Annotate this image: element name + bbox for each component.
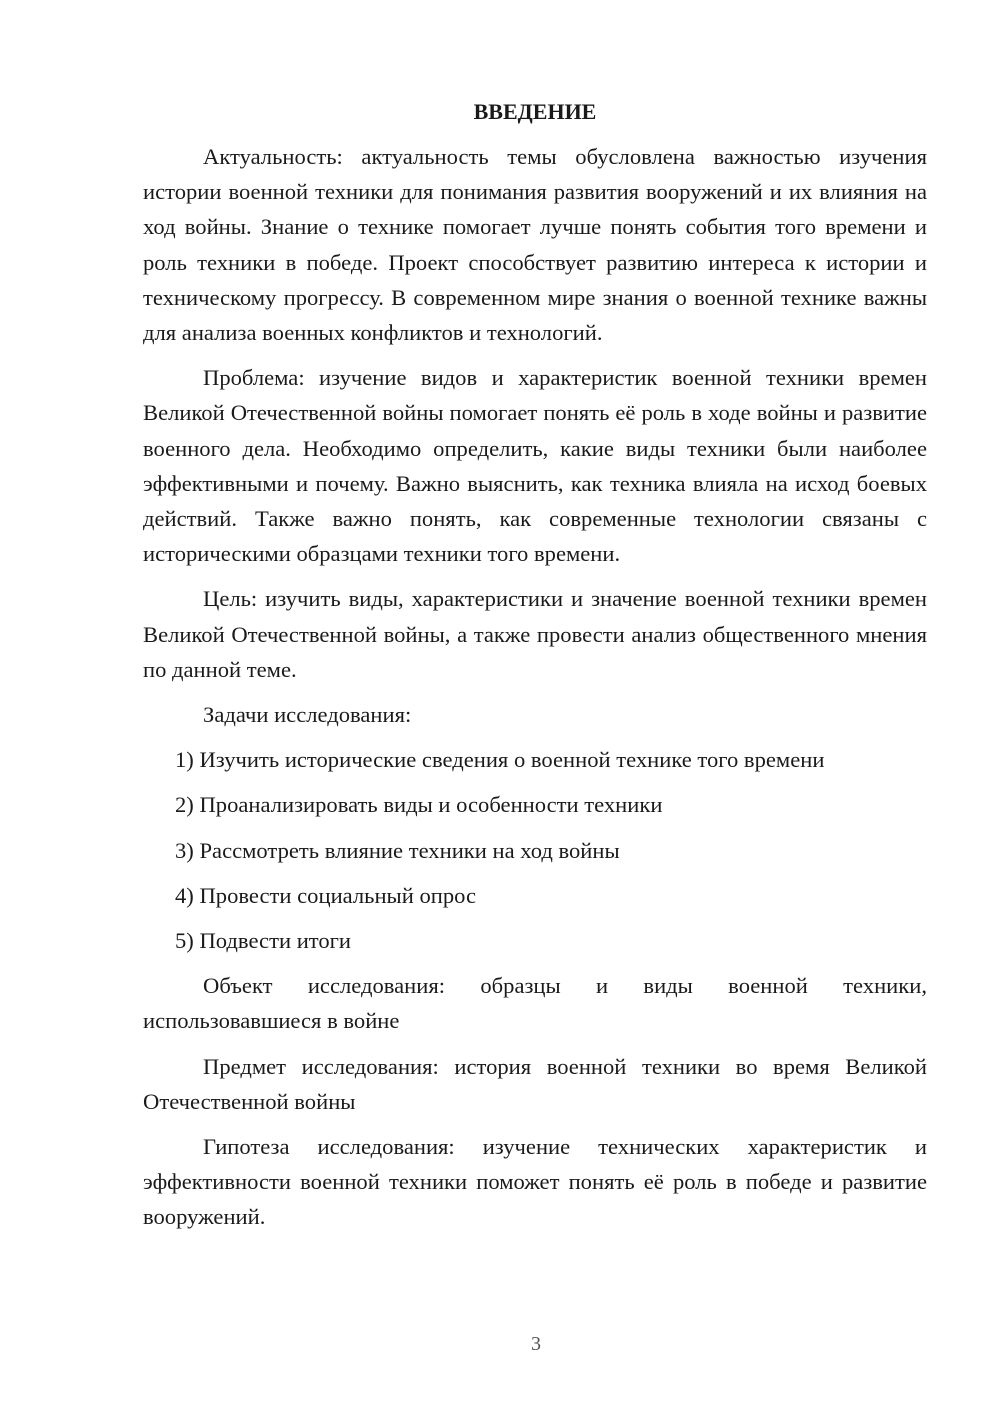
page-number: 3 — [531, 1333, 541, 1355]
list-item: 2) Проанализировать виды и особенности техники — [175, 792, 663, 818]
list-item: 5) Подвести итоги — [175, 928, 352, 954]
document-page — [143, 94, 927, 1245]
paragraph-problem: Проблема: изучение видов и характеристик военной техники времен Великой Отечественной войны помогает понять её роль в ходе войны и развитие военного дела. Необходимо определить, какие виды техники были наиболее эффективными и почему. Важно выяснить, как техника влияла на исход боевых действий. Также важно понять, как современные технологии связаны с историческими образцами техники того времени. — [143, 365, 927, 567]
section-title: ВВЕДЕНИЕ — [473, 99, 597, 124]
tasks-heading: Задачи исследования: — [203, 702, 412, 728]
list-item: 4) Провести социальный опрос — [175, 882, 477, 908]
list-item: 3) Рассмотреть влияние техники на ход войны — [175, 837, 620, 863]
paragraph-relevance: Актуальность: актуальность темы обусловлена важностью изучения истории военной техники для понимания развития вооружений и их влияния на ход войны. Знание о технике помогает лучше понять события того времени и роль техники в победе. Проект способствует развитию интереса к истории и техническому прогрессу. В современном мире знания о военной технике важны для анализа военных конфликтов и технологий. — [143, 144, 927, 346]
tasks-list — [143, 742, 927, 958]
paragraph-goal: Цель: изучить виды, характеристики и значение военной техники времен Великой Отечественной войны, а также провести анализ общественного мнения по данной теме. — [143, 586, 927, 682]
paragraph-subject: Предмет исследования: история военной техники во время Великой Отечественной войны — [143, 1053, 927, 1114]
paragraph-hypothesis: Гипотеза исследования: изучение технических характеристик и эффективности военной техники поможет понять её роль в победе и развитие вооружений. — [143, 1134, 927, 1230]
list-item: 1) Изучить исторические сведения о военной технике того времени — [175, 747, 825, 773]
paragraph-object: Объект исследования: образцы и виды военной техники, использовавшиеся в войне — [143, 973, 927, 1034]
